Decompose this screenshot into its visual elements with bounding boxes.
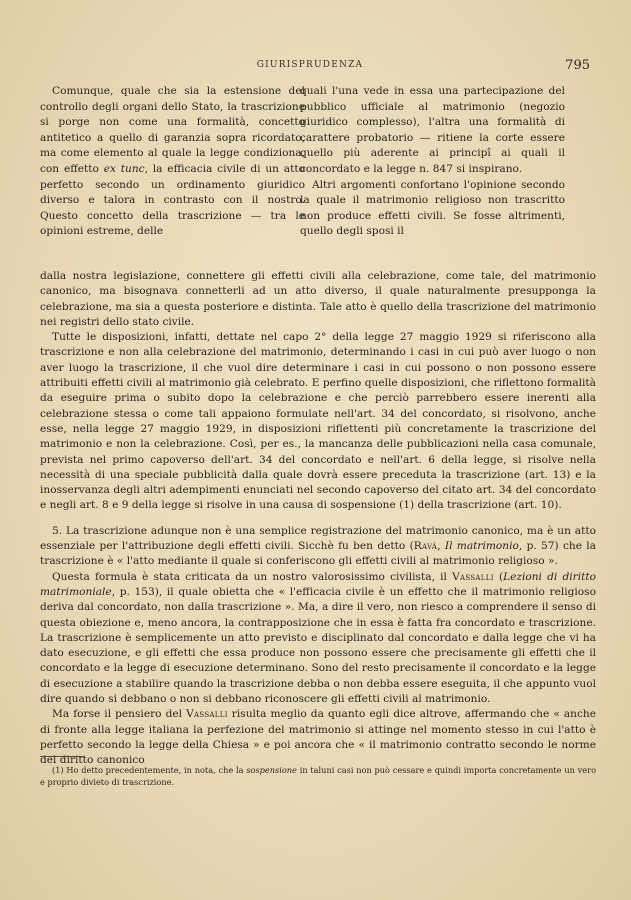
right-column bbox=[300, 84, 565, 240]
footnote-text: (1) Ho detto precedentemente, in nota, che la sospensione in taluni casi non può cessare e quindi importa concretamente un vero e proprio divieto di trascrizione. bbox=[40, 765, 596, 787]
paragraph-5 bbox=[40, 707, 596, 768]
page-header bbox=[30, 58, 590, 76]
footnote bbox=[40, 765, 596, 788]
left-column-text: Comunque, quale che sia la estensione del controllo degli organi dello Stato, la trascrizione si porge non come una formalità, concetto antitetico a quello di garanzia sopra ricordato, ma come elemento al quale la legge condiziona, con effetto bbox=[40, 85, 305, 175]
footnote-rule bbox=[40, 756, 84, 757]
citation-author-rava: Ravà bbox=[413, 540, 438, 553]
section-5-tail: , p. 57) che la trascrizione è « l'atto mediante il quale si conferiscono gli effetti civili al matrimonio religioso ». bbox=[40, 540, 596, 568]
paragraph-section-5: 5. La trascrizione adunque non è una semplice registrazione del matrimonio canonico, ma è un atto essenziale per l'attribuzione degli effetti civili. Sicchè fu ben detto (Ravà, Il matrimonio, p. 57) che la trascrizione è « l'atto mediante il quale si conferiscono gli effetti civili al matrimonio religioso ». bbox=[40, 524, 596, 568]
paragraph-4: Questa formula è stata criticata da un nostro valorosissimo civilista, il Vassalli (Lezioni di diritto matrimoniale, p. 153), il quale obietta che « l'efficacia civile è un effetto che il matrimonio religioso deriva dal concordato, non dalla trascrizione ». Ma, a dire il vero, non riesco a comprendere il senso di questa obiezione e, meno ancora, la contrapposizione che in essa è fatta fra concordato e trascrizione. La trascrizione è semplicemente un atto previsto e disciplinato dal concordato e dalla legge che vi ha dato esecuzione, e gli effetti che essa produce non possono essere che precisamente gli effetti che il concordato e la legge di esecuzione determinano. Sono del resto precisamente il concordato e la legge di esecuzione a stabilire quando la trascrizione debba o non debba essere eseguita, il che appunto vuol dire quando si debbano o non si debbano riconoscere gli effetti civili al matrimonio. bbox=[40, 570, 596, 706]
paragraph-5-tail: risulta meglio da quanto egli dice altrove, affermando che « anche di fronte alla legge italiana la perfezione del matrimonio si attinge nel momento stesso in cui l'atto è perfetto secondo la legge della Chiesa » e poi ancora che « il matrimonio contratto secondo le norme del diritto canonico bbox=[40, 708, 597, 767]
citation-title-lezioni: Lezioni di diritto matrimoniale bbox=[40, 570, 596, 598]
footnote-italic: sospensione bbox=[246, 765, 297, 775]
citation-author-vassalli-2: Vassalli bbox=[186, 708, 228, 721]
main-text bbox=[40, 269, 596, 769]
right-column-paragraph-2: Altri argomenti confortano l'opinione secondo la quale il matrimonio religioso non trascritto non produce effetti civili. Se fosse altrimenti, quello degli sposi il bbox=[300, 178, 565, 238]
paragraph-4-tail: , p. 153), il quale obietta che « l'efficacia civile è un effetto che il matrimonio religioso deriva dal concordato, non dalla trascrizione ». Ma, a dire il vero, non riesco a comprendere il senso di questa obiezione e, meno ancora, la contrapposizione che in essa è fatta fra concordato e trascrizione. La trascrizione è semplicemente un atto previsto e disciplinato dal concordato e dalla legge che vi ha dato esecuzione, e gli effetti che essa produce non possono essere che precisamente gli effetti che il concordato e la legge di esecuzione determinano. Sono del resto precisamente il concordato e la legge di esecuzione a stabilire quando la trascrizione debba o non debba essere eseguita, il che appunto vuol dire quando si debbano o non si debbano riconoscere gli effetti civili al matrimonio. bbox=[40, 585, 596, 706]
section-5-text: 5. La trascrizione adunque non è una semplice registrazione del matrimonio canonico, ma è un atto essenziale per l'attribuzione degli effetti civili. Sicchè fu ben detto ( bbox=[40, 524, 596, 553]
citation-title-matrimonio: Il matrimonio bbox=[444, 540, 519, 553]
paragraph-2: Tutte le disposizioni, infatti, dettate nel capo 2° della legge 27 maggio 1929 si riferiscono alla trascrizione e non alla celebrazione del matrimonio, determinando i casi in cui può aver luogo o non aver luogo la trascrizione, il che vuol dire determinare i casi in cui possono o non possono essere attribuiti effetti civili al matrimonio già celebrato. E perfino quelle disposizioni, che riflettono formalità da eseguire prima o subito dopo la celebrazione e che perciò parrebbero essere inerenti alla celebrazione stessa o come tali appaiono formulate nell'art. 34 del concordato, si risolvono, anche esse, nella legge 27 maggio 1929, in disposizioni riflettenti più concretamente la trascrizione del matrimonio e non la celebrazione. Così, per es., la mancanza delle pubblicazioni nella casa comunale, prevista nel primo capoverso dell'art. 34 del concordato e nell'art. 6 della legge, si risolve nella necessità di una speciale pubblicità dalla quale dovrà essere preceduta la trascrizione (art. 13) e la inosservanza degli altri adempimenti enunciati nel secondo capoverso del citato art. 34 del concordato e negli art. 8 e 9 della legge si risolve in una causa di sospensione (1) della trascrizione (art. 10). bbox=[40, 331, 596, 512]
left-column bbox=[40, 84, 305, 240]
running-title: GIURISPRUDENZA bbox=[256, 60, 364, 70]
left-column-paragraph bbox=[40, 84, 305, 240]
left-column-tail: , la efficacia civile di un atto perfetto secondo un ordinamento giuridico diverso e talora in contrasto con il nostro. Questo concetto della trascrizione — tra le opinioni estreme, delle bbox=[40, 162, 305, 238]
citation-author-vassalli: Vassalli bbox=[452, 570, 494, 583]
paragraph-4-text: Questa formula è stata criticata da un nostro valorosissimo civilista, il bbox=[52, 570, 453, 583]
page-number: 795 bbox=[565, 58, 590, 73]
left-column-italic: ex tunc bbox=[103, 162, 145, 175]
paragraph-1: dalla nostra legislazione, connettere gli effetti civili alla celebrazione, come tale, del matrimonio canonico, ma bisognava connetterli ad un atto diverso, il quale naturalmente presupponga la celebrazione, ma sia a questa posteriore e distinta. Tale atto è quello della trascrizione del matrimonio nei registri dello stato civile. bbox=[40, 270, 596, 328]
right-column-paragraph-1: quali l'una vede in essa una partecipazione del pubblico ufficiale al matrimonio (negozio giuridico complesso), l'altra una formalità di carattere probatorio — ritiene la corte essere quello più aderente ai principî ai quali il concordato e la legge n. 847 si inspirano. bbox=[300, 85, 565, 175]
paragraph-5-text: Ma forse il pensiero del bbox=[52, 708, 187, 721]
